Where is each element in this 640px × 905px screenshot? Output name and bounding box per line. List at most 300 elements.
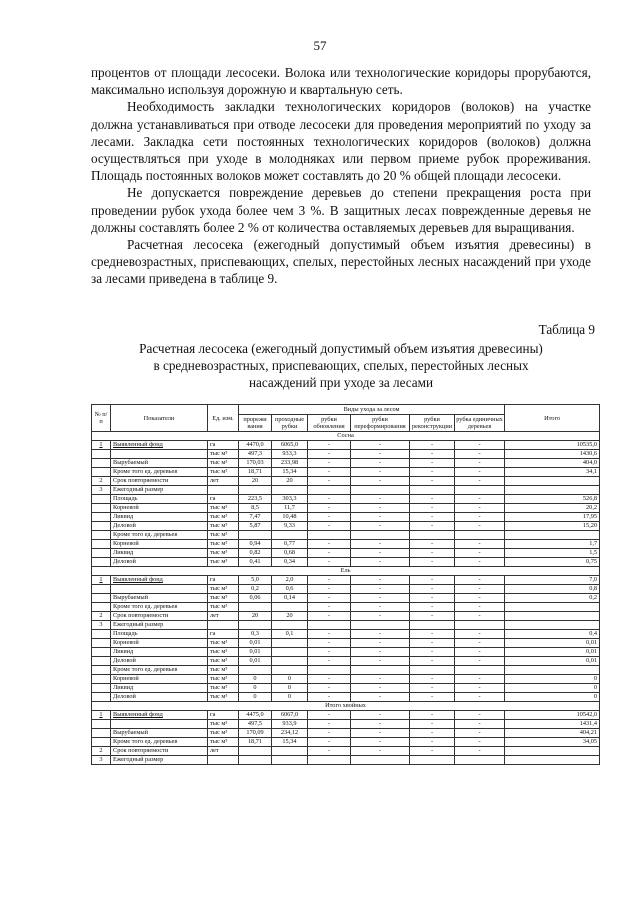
row-value: - [410,729,455,738]
row-unit: тыс м³ [208,693,239,702]
row-number [92,468,111,477]
table-caption [91,340,591,392]
row-value: 10535,0 [505,441,600,450]
row-value [351,486,410,495]
row-label: Выявленный фонд [111,441,208,450]
row-value: - [308,729,351,738]
row-number [92,729,111,738]
row-value: - [351,468,410,477]
row-value: 5,87 [239,522,272,531]
row-value [272,486,308,495]
table-row [92,666,600,675]
row-value: 10,48 [272,513,308,522]
row-value: 4470,0 [239,441,272,450]
row-label [111,585,208,594]
row-value: - [308,747,351,756]
row-label: Корневой [111,504,208,513]
row-label: Срок повторяемости [111,612,208,621]
row-value: 0 [505,684,600,693]
header-col: проходные рубки [272,415,308,432]
row-value: - [410,639,455,648]
table-row [92,720,600,729]
table-row [92,738,600,747]
section-row [92,567,600,576]
table-row [92,450,600,459]
row-unit: га [208,711,239,720]
text-line: мероприятий по уходу за лесами. Закладка сети постоянных технологических [91,116,592,149]
row-unit [208,621,239,630]
row-value: - [351,684,410,693]
row-value: 0,01 [239,657,272,666]
row-value: - [455,459,505,468]
row-value: 0,82 [239,549,272,558]
row-label: Ликвид [111,648,208,657]
row-value: - [308,468,351,477]
row-value: - [308,639,351,648]
row-value: 0,94 [239,540,272,549]
row-label: Срок повторяемости [111,477,208,486]
row-value: 10542,0 [505,711,600,720]
table-row [92,540,600,549]
row-number: 1 [92,711,111,720]
row-label: Кроме того ед. деревьев [111,738,208,747]
row-value: - [351,693,410,702]
row-value: - [351,639,410,648]
row-number [92,558,111,567]
row-unit [208,486,239,495]
row-number [92,504,111,513]
row-value [239,531,272,540]
row-value: 34,05 [505,738,600,747]
row-value: - [351,495,410,504]
table-row [92,612,600,621]
row-value: - [351,549,410,558]
row-number [92,531,111,540]
row-value: - [351,729,410,738]
row-label: Ликвид [111,513,208,522]
row-label: Ежегодный размер [111,486,208,495]
table-row [92,639,600,648]
row-value [272,666,308,675]
row-value: - [410,612,455,621]
text-line: Необходимость закладки технологических коридоров (волоков) на [127,99,538,115]
header-unit: Ед. изм. [208,405,239,432]
row-value [308,666,351,675]
table-row [92,576,600,585]
row-value [308,621,351,630]
row-value: 0,8 [505,585,600,594]
row-value: - [308,594,351,603]
row-label: Ежегодный размер [111,621,208,630]
row-unit: тыс м³ [208,738,239,747]
row-value: - [308,495,351,504]
row-value: - [351,612,410,621]
table-row [92,657,600,666]
row-value [505,477,600,486]
row-value: - [410,594,455,603]
row-value: - [308,540,351,549]
row-label: Срок повторяемости [111,747,208,756]
row-number: 2 [92,612,111,621]
row-unit: тыс м³ [208,540,239,549]
row-number [92,630,111,639]
text-line: Расчетная лесосека (ежегодный допустимый объем изъятия древесины) [127,237,575,253]
row-value: - [410,720,455,729]
header-col: рубки реконструкции [410,415,455,432]
row-value: 526,8 [505,495,600,504]
row-unit: тыс м³ [208,468,239,477]
row-value: 933,3 [272,450,308,459]
header-col: рубка единичных деревьев [456,416,503,430]
row-value [308,486,351,495]
row-value: 0 [272,684,308,693]
row-value: 497,5 [239,720,272,729]
row-value: 233,98 [272,459,308,468]
row-unit: тыс м³ [208,666,239,675]
row-value: - [455,648,505,657]
row-number [92,684,111,693]
row-value: - [410,504,455,513]
row-value: - [455,594,505,603]
row-value: 0 [272,675,308,684]
row-label: Деловой [111,693,208,702]
row-value: - [410,657,455,666]
row-value: 0,34 [272,558,308,567]
row-label: Площадь [111,630,208,639]
row-unit: тыс м³ [208,504,239,513]
row-label: Площадь [111,495,208,504]
section-title: Итого хвойных [92,702,600,711]
row-value: - [351,558,410,567]
row-value [351,531,410,540]
row-value: - [351,738,410,747]
row-label: Кроме того ед. деревьев [111,666,208,675]
row-value: - [308,549,351,558]
header-col: рубки обновления [308,415,351,432]
table-row [92,441,600,450]
row-value: - [455,603,505,612]
header-total: Итого [505,405,600,432]
row-value: 0,01 [505,657,600,666]
row-value: - [351,540,410,549]
row-value: 0,77 [272,540,308,549]
row-value: 18,71 [239,738,272,747]
text-line: первом приеме рубок прореживания. Площадь постоянных волоков может [91,151,591,184]
row-unit: тыс м³ [208,459,239,468]
row-unit: тыс м³ [208,585,239,594]
text-line: участке должна устанавливаться при отводе лесосеки для проведения [91,99,591,132]
section-row [92,702,600,711]
row-value: 0 [239,675,272,684]
paragraph [91,236,591,288]
row-number [92,666,111,675]
row-number [92,495,111,504]
row-value: 0,06 [239,594,272,603]
header-num: № п/п [92,405,111,432]
header-col: рубки переформирования [351,415,410,432]
row-value [410,756,455,765]
row-value [410,666,455,675]
row-label: Корневой [111,540,208,549]
row-unit: тыс м³ [208,684,239,693]
row-value: - [410,603,455,612]
row-value: 0,41 [239,558,272,567]
row-value: - [308,477,351,486]
row-value: - [308,711,351,720]
row-value [239,603,272,612]
row-value: 0,01 [239,648,272,657]
row-value: 18,71 [239,468,272,477]
row-value: 5,0 [239,576,272,585]
row-value [351,756,410,765]
row-value: - [410,747,455,756]
row-label: Вырубаемый [111,729,208,738]
row-value [455,756,505,765]
row-value: - [351,711,410,720]
row-value: - [351,747,410,756]
row-value [239,621,272,630]
row-value: - [410,558,455,567]
row-value: 0,2 [239,585,272,594]
row-value: - [351,675,410,684]
row-value: 0,01 [239,639,272,648]
row-value [272,657,308,666]
row-label [111,720,208,729]
row-value: - [410,648,455,657]
header-group: Виды ухода за лесом [239,405,505,415]
table-label: Таблица 9 [538,322,595,337]
row-value: 303,3 [272,495,308,504]
row-value: 234,12 [272,729,308,738]
row-label: Вырубаемый [111,594,208,603]
row-value: - [410,540,455,549]
row-unit: тыс м³ [208,657,239,666]
table-row [92,504,600,513]
table-row [92,594,600,603]
row-value: - [455,513,505,522]
row-value [455,621,505,630]
row-value: 497,3 [239,450,272,459]
paragraph [91,184,591,236]
row-value: 0,01 [505,639,600,648]
row-value: - [308,585,351,594]
text-line: составлять до 20 % общей площади лесосеки. [302,168,562,184]
row-value: 223,5 [239,495,272,504]
row-value: - [455,549,505,558]
row-value: 404,21 [505,729,600,738]
row-number [92,522,111,531]
row-unit: лет [208,747,239,756]
table-row [92,648,600,657]
row-value [505,612,600,621]
row-value: 1431,4 [505,720,600,729]
row-value: - [351,513,410,522]
table-row [92,675,600,684]
row-value: 0,14 [272,594,308,603]
row-unit: тыс м³ [208,558,239,567]
row-value: - [455,477,505,486]
table-row [92,486,600,495]
table-row [92,693,600,702]
row-label: Кроме того ед. деревьев [111,531,208,540]
row-value: - [455,468,505,477]
row-value: 20 [239,612,272,621]
text-line: поврежденные деревья не должны составлять более 2 % от количества [91,202,592,235]
row-number [92,693,111,702]
row-value: 0,68 [272,549,308,558]
row-unit: тыс м³ [208,513,239,522]
row-unit [208,756,239,765]
row-value: - [351,585,410,594]
row-value: - [351,576,410,585]
row-value [410,486,455,495]
row-label: Вырубаемый [111,459,208,468]
row-value: - [455,612,505,621]
row-unit: тыс м³ [208,675,239,684]
row-value [505,486,600,495]
table-row [92,630,600,639]
row-value [455,486,505,495]
row-value: - [351,720,410,729]
row-value: 170,03 [239,459,272,468]
table-row [92,756,600,765]
row-value: 20 [272,612,308,621]
row-value: 2,0 [272,576,308,585]
row-value: - [455,639,505,648]
row-value: - [308,441,351,450]
row-value: - [410,477,455,486]
row-unit: тыс м³ [208,522,239,531]
row-value: 170,09 [239,729,272,738]
row-unit: га [208,441,239,450]
table-row [92,621,600,630]
row-value: 15,20 [505,522,600,531]
row-value: - [351,477,410,486]
row-value: - [455,738,505,747]
row-value [272,621,308,630]
row-number: 1 [92,441,111,450]
table-row [92,531,600,540]
table-row [92,495,600,504]
row-value [308,531,351,540]
text-line: насаждений при уходе за лесами приведена в таблице 9. [91,254,592,287]
text-line: при проведении рубок ухода более чем 3 %. В защитных лесах [91,185,592,218]
row-label: Кроме того ед. деревьев [111,468,208,477]
table-row [92,558,600,567]
row-label: Корневой [111,675,208,684]
row-number [92,720,111,729]
header-col: прорежи вания [239,415,272,432]
row-value [410,621,455,630]
row-value [351,621,410,630]
row-number [92,675,111,684]
row-value: 933,9 [272,720,308,729]
row-label: Корневой [111,639,208,648]
row-value: - [308,630,351,639]
row-value: - [351,459,410,468]
row-value [308,756,351,765]
row-number: 3 [92,756,111,765]
section-title: Ель [92,567,600,576]
row-value: - [410,513,455,522]
table-row [92,747,600,756]
row-number [92,540,111,549]
row-unit: тыс м³ [208,648,239,657]
row-value [272,747,308,756]
text-line: прорубаются, максимально используя дорожную и квартальную сеть. [91,65,592,98]
text-line: коридоров (волоков) должна осуществляться при уходе в молодняках или [91,133,591,167]
row-value [239,747,272,756]
row-value: 0 [239,684,272,693]
row-value: 11,7 [272,504,308,513]
table-row [92,522,600,531]
row-number: 3 [92,486,111,495]
row-value: - [351,594,410,603]
row-value: - [308,558,351,567]
table-row [92,477,600,486]
paragraph [91,64,591,98]
row-value: - [455,711,505,720]
row-label: Ежегодный размер [111,756,208,765]
row-value: 0 [239,693,272,702]
row-value: 20,2 [505,504,600,513]
table-row [92,513,600,522]
text-line: Не допускается повреждение деревьев до степени прекращения роста [127,185,562,201]
row-value: 0,6 [272,585,308,594]
row-value: - [308,576,351,585]
row-label: Ликвид [111,684,208,693]
table-row [92,585,600,594]
row-value: 15,34 [272,738,308,747]
row-value: 8,5 [239,504,272,513]
row-unit: тыс м³ [208,531,239,540]
row-number [92,657,111,666]
row-unit: тыс м³ [208,729,239,738]
row-number [92,603,111,612]
row-unit: га [208,630,239,639]
row-value: - [455,729,505,738]
row-value: - [455,450,505,459]
text-line: оставляемых деревьев для выращивания. [343,219,575,235]
row-value: - [410,522,455,531]
row-value: 0,4 [505,630,600,639]
row-number: 1 [92,576,111,585]
row-number [92,450,111,459]
row-value: - [351,648,410,657]
table-row [92,468,600,477]
row-value: - [308,504,351,513]
row-number [92,549,111,558]
row-value: - [308,612,351,621]
caption-line: Расчетная лесосека (ежегодный допустимый объем изъятия древесины) [139,341,543,356]
section-row [92,432,600,441]
row-value: - [410,711,455,720]
row-unit: тыс м³ [208,603,239,612]
row-value [272,648,308,657]
row-value: - [308,450,351,459]
table-row [92,711,600,720]
row-label: Деловой [111,657,208,666]
paragraph [91,98,591,184]
row-value: 17,95 [505,513,600,522]
body-text [91,64,591,288]
row-value: - [455,657,505,666]
row-label: Деловой [111,522,208,531]
row-value [505,747,600,756]
row-value: 6065,0 [272,441,308,450]
row-value: 7,0 [505,576,600,585]
table-row [92,459,600,468]
